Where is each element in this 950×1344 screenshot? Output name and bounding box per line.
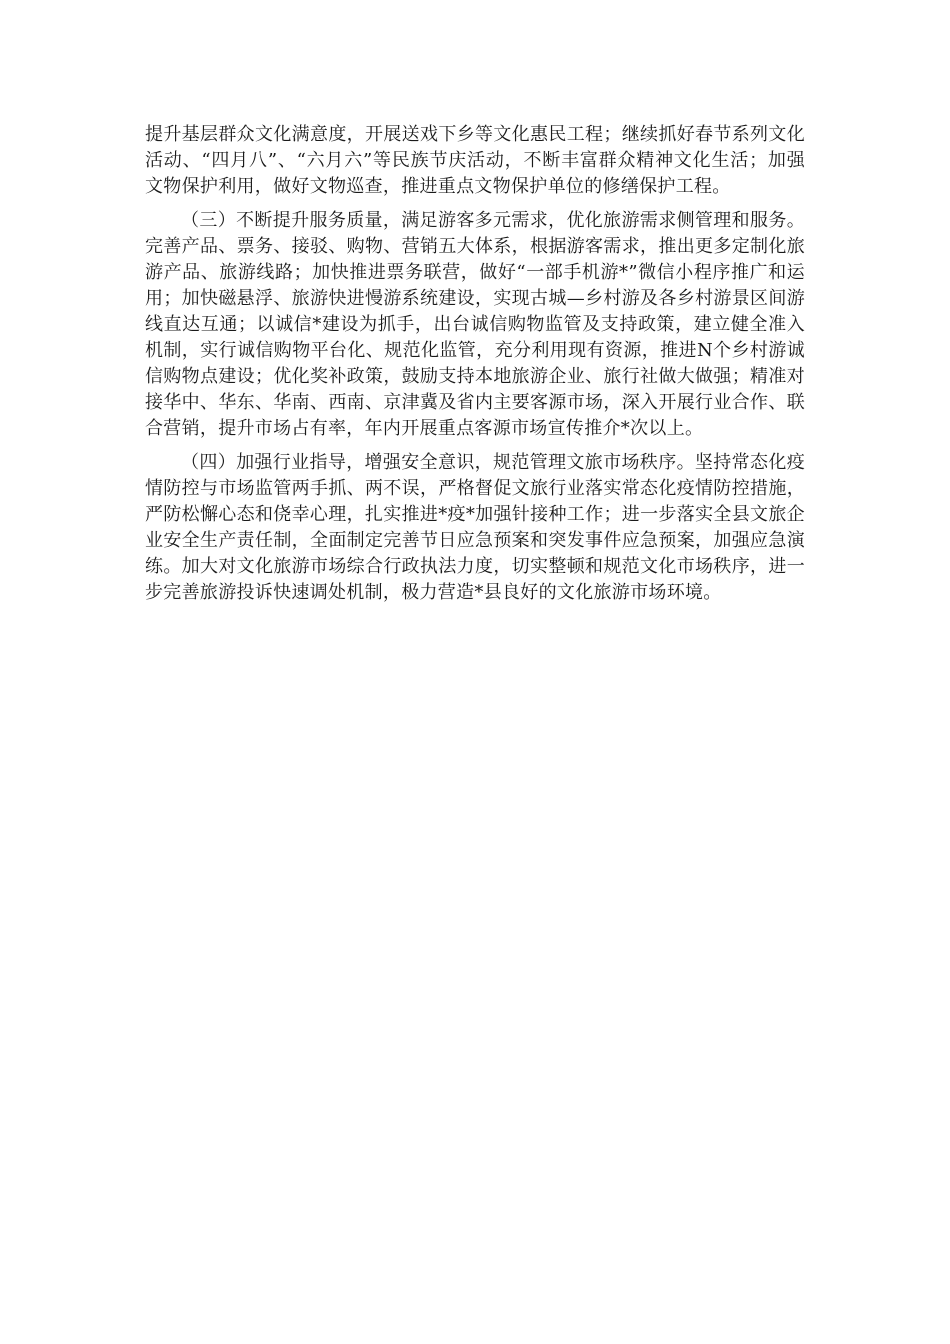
document-body (145, 122, 805, 614)
paragraph-continuation: 提升基层群众文化满意度，开展送戏下乡等文化惠民工程；继续抓好春节系列文化活动、“四月八”、“六月六”等民族节庆活动，不断丰富群众精神文化生活；加强文物保护利用，做好文物巡查，推进重点文物保护单位的修缮保护工程。 (145, 124, 805, 197)
paragraph-section-three: （三）不断提升服务质量，满足游客多元需求，优化旅游需求侧管理和服务。完善产品、票务、接驳、购物、营销五大体系，根据游客需求，推出更多定制化旅游产品、旅游线路；加快推进票务联营，做好“一部手机游*”微信小程序推广和运用；加快磁悬浮、旅游快进慢游系统建设，实现古城—乡村游及各乡村游景区间游线直达互通；以诚信*建设为抓手，出台诚信购物监管及支持政策，建立健全准入机制，实行诚信购物平台化、规范化监管，充分利用现有资源，推进N个乡村游诚信购物点建设；优化奖补政策，鼓励支持本地旅游企业、旅行社做大做强；精准对接华中、华东、华南、西南、京津冀及省内主要客源市场，深入开展行业合作、联合营销，提升市场占有率，年内开展重点客源市场宣传推介*次以上。 (145, 210, 805, 439)
paragraph-section-four: （四）加强行业指导，增强安全意识，规范管理文旅市场秩序。坚持常态化疫情防控与市场监管两手抓、两不误，严格督促文旅行业落实常态化疫情防控措施，严防松懈心态和侥幸心理，扎实推进*疫*加强针接种工作；进一步落实全县文旅企业安全生产责任制，全面制定完善节日应急预案和突发事件应急预案，加强应急演练。加大对文化旅游市场综合行政执法力度，切实整顿和规范文化市场秩序，进一步完善旅游投诉快速调处机制，极力营造*县良好的文化旅游市场环境。 (145, 452, 805, 603)
